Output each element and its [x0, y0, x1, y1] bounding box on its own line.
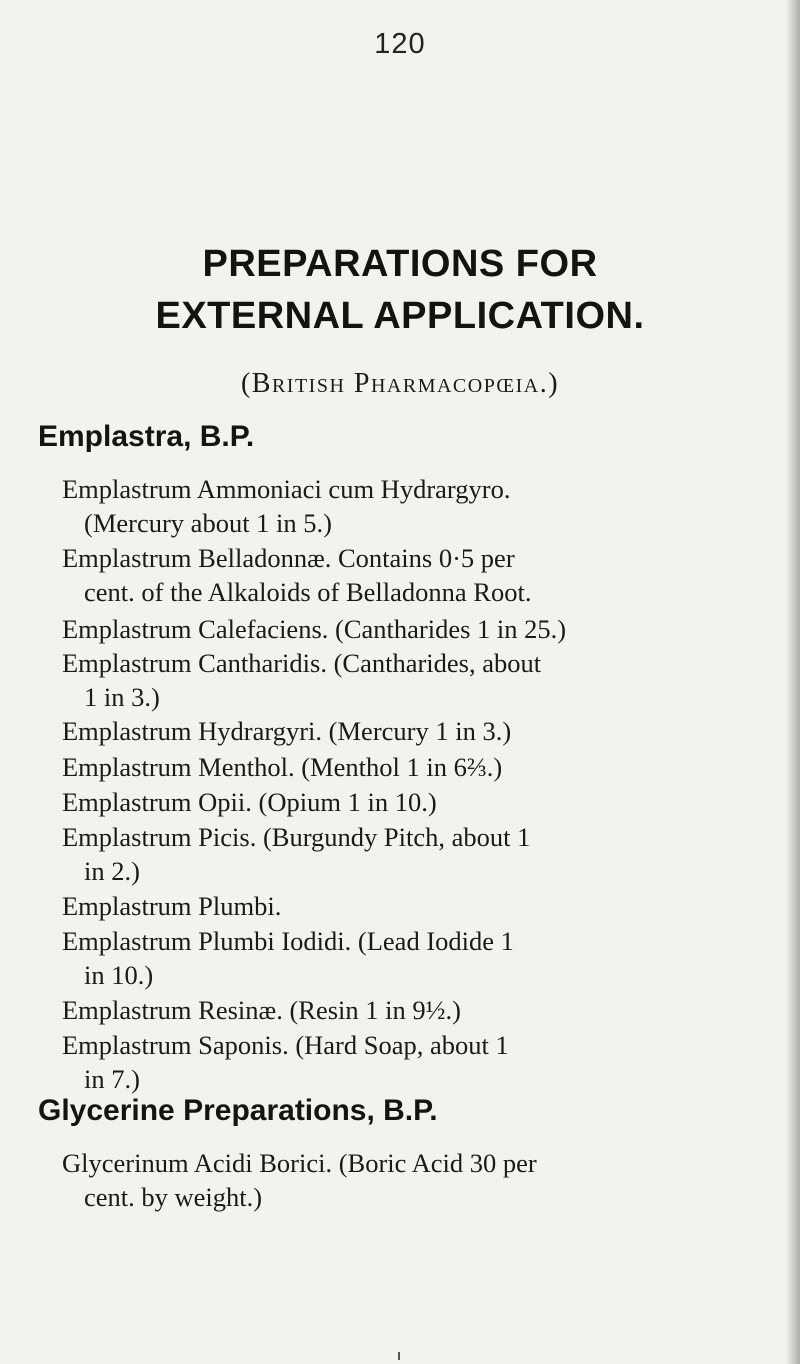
entry-continuation: in 10.): [84, 960, 154, 990]
list-item: [62, 1028, 752, 1096]
entry-continuation: cent. by weight.): [84, 1182, 263, 1212]
section-heading-emplastra: Emplastra, B.P.: [38, 420, 255, 453]
list-item: [62, 612, 752, 646]
page-number: 120: [374, 28, 426, 60]
list-item: [62, 1146, 752, 1214]
list-item: [62, 889, 752, 923]
entry-line: Emplastrum Plumbi.: [62, 891, 282, 921]
list-item: [62, 714, 752, 748]
list-item: [62, 472, 752, 540]
entry-line: Emplastrum Cantharidis. (Cantharides, about: [62, 648, 542, 678]
list-item: [62, 646, 752, 714]
page-title-line-1: PREPARATIONS FOR: [202, 243, 598, 285]
entry-line: Emplastrum Saponis. (Hard Soap, about 1: [62, 1030, 509, 1060]
section-heading-glycerine: Glycerine Preparations, B.P.: [38, 1094, 438, 1127]
entry-continuation: in 7.): [84, 1064, 140, 1094]
entry-continuation: 1 in 3.): [84, 682, 160, 712]
page-title-line-2: EXTERNAL APPLICATION.: [155, 295, 645, 337]
entry-line: Emplastrum Resinæ. (Resin 1 in 9½.): [62, 995, 461, 1025]
entry-line: Emplastrum Opii. (Opium 1 in 10.): [62, 787, 437, 817]
entry-line: Emplastrum Belladonnæ. Contains 0·5 per: [62, 543, 515, 573]
list-item: [62, 785, 752, 819]
list-item: [62, 541, 752, 609]
entry-continuation: in 2.): [84, 856, 140, 886]
entry-line: Emplastrum Plumbi Iodidi. (Lead Iodide 1: [62, 926, 514, 956]
entry-continuation: cent. of the Alkaloids of Belladonna Root.: [84, 577, 532, 607]
subtitle: (British Pharmacopœia.): [240, 368, 560, 399]
page-edge-shadow: [786, 0, 800, 1364]
entry-continuation: (Mercury about 1 in 5.): [84, 508, 332, 538]
printer-mark: [398, 1352, 400, 1360]
entry-line: Emplastrum Menthol. (Menthol 1 in 6⅔.): [62, 752, 503, 782]
list-item: [62, 924, 752, 992]
list-item: [62, 750, 752, 784]
entry-line: Emplastrum Calefaciens. (Cantharides 1 in 25.): [62, 614, 567, 644]
list-item: [62, 820, 752, 888]
list-item: [62, 993, 752, 1027]
entry-line: Glycerinum Acidi Borici. (Boric Acid 30 per: [62, 1148, 537, 1178]
entry-line: Emplastrum Picis. (Burgundy Pitch, about 1: [62, 822, 531, 852]
entry-line: Emplastrum Ammoniaci cum Hydrargyro.: [62, 474, 511, 504]
entry-line: Emplastrum Hydrargyri. (Mercury 1 in 3.): [62, 716, 512, 746]
